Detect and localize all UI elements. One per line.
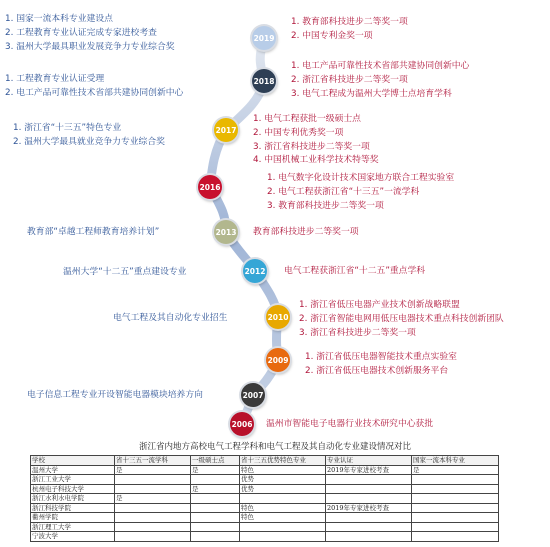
education-milestone-2019-item: 2. 工程教育专业认证完成专家进校考查	[5, 27, 157, 38]
research-milestone-2016-list	[267, 172, 454, 213]
table-cell	[240, 494, 326, 504]
column-header: 专业认证	[326, 456, 412, 466]
research-milestone-2012-text: 电气工程获浙江省“十二五”重点学科	[284, 266, 426, 276]
table-cell	[326, 484, 412, 494]
research-milestone-2017-list	[253, 113, 379, 168]
comparison-table	[30, 455, 499, 542]
research-milestone-2010-item: 1. 浙江省低压电器产业技术创新战略联盟	[299, 300, 460, 310]
year-marker-2007: 2007	[241, 383, 265, 407]
table-cell	[326, 513, 412, 523]
table-row	[31, 475, 499, 485]
table-cell: 浙江科技学院	[31, 503, 115, 513]
table-cell: 优势	[240, 484, 326, 494]
year-marker-2006: 2006	[230, 412, 254, 436]
education-milestone-2018-list	[5, 73, 183, 101]
table-cell: 2019年专家进校考查	[326, 503, 412, 513]
table-cell: 特色	[240, 513, 326, 523]
table-cell: 浙江理工大学	[31, 522, 115, 532]
table-cell	[115, 532, 191, 542]
table-cell	[326, 522, 412, 532]
research-milestone-2016-item: 2. 电气工程获浙江省“十三五”一流学科	[267, 186, 420, 197]
table-cell	[191, 522, 240, 532]
table-header-row	[31, 456, 499, 466]
table-cell	[115, 522, 191, 532]
table-cell: 是	[115, 465, 191, 475]
research-milestone-2009-list	[305, 351, 457, 379]
table-row	[31, 513, 499, 523]
table-cell: 杭州电子科技大学	[31, 484, 115, 494]
table-cell: 宁波大学	[31, 532, 115, 542]
column-header: 国家一流本科专业	[412, 456, 499, 466]
research-milestone-2017-item: 3. 浙江省科技进步二等奖一项	[253, 141, 370, 152]
year-marker-2019: 2019	[252, 26, 276, 50]
table-row	[31, 503, 499, 513]
column-header: 省十三五优势特色专业	[240, 456, 326, 466]
year-marker-2013: 2013	[214, 220, 238, 244]
table-cell: 温州大学	[31, 465, 115, 475]
research-milestone-2017-item: 4. 中国机械工业科学技术特等奖	[253, 155, 379, 166]
column-header: 学校	[31, 456, 115, 466]
table-cell	[240, 532, 326, 542]
table-cell	[326, 475, 412, 485]
table-cell: 特色	[240, 465, 326, 475]
column-header: 省十三五一流学科	[115, 456, 191, 466]
table-cell	[326, 532, 412, 542]
table-cell: 是	[191, 465, 240, 475]
table-row	[31, 494, 499, 504]
research-milestone-2006-text: 温州市智能电子电器行业技术研究中心获批	[266, 419, 434, 429]
research-milestone-2010-list	[299, 299, 504, 340]
table-cell	[412, 522, 499, 532]
research-milestone-2017-item: 1. 电气工程获批一级硕士点	[253, 114, 361, 124]
table-cell: 2019年专家进校考查	[326, 465, 412, 475]
education-milestone-2007-text: 电子信息工程专业开设智能电器模块培养方向	[27, 390, 203, 400]
table-cell	[326, 494, 412, 504]
table-row	[31, 522, 499, 532]
table-cell: 优势	[240, 475, 326, 485]
year-marker-2018: 2018	[252, 69, 276, 93]
research-milestone-2019-item: 2. 中国专利金奖一项	[291, 30, 373, 41]
table-cell: 浙江水利水电学院	[31, 494, 115, 504]
table-cell: 是	[412, 465, 499, 475]
education-milestone-2018-item: 2. 电工产品可靠性技术省部共建协同创新中心	[5, 87, 184, 98]
table-cell	[115, 475, 191, 485]
table-cell	[115, 503, 191, 513]
table-cell: 浙江工业大学	[31, 475, 115, 485]
research-milestone-2018-item: 2. 浙江省科技进步二等奖一项	[291, 74, 408, 85]
research-milestone-2009-item: 1. 浙江省低压电器智能技术重点实验室	[305, 352, 457, 362]
education-milestone-2019-item: 3. 温州大学最具职业发展竞争力专业综合奖	[5, 41, 175, 52]
education-milestone-2017-item: 2. 温州大学最具就业竞争力专业综合奖	[13, 136, 165, 147]
year-marker-2017: 2017	[214, 118, 238, 142]
research-milestone-2013-text: 教育部科技进步二等奖一项	[253, 227, 359, 237]
table-row	[31, 465, 499, 475]
year-marker-2012: 2012	[243, 259, 267, 283]
education-milestone-2019-list	[5, 13, 175, 54]
education-milestone-2019-item: 1. 国家一流本科专业建设点	[5, 14, 113, 24]
table-cell	[412, 503, 499, 513]
research-milestone-2018-item: 3. 电气工程成为温州大学博士点培育学科	[291, 88, 452, 99]
education-milestone-2017-item: 1. 浙江省“十三五”特色专业	[13, 123, 122, 133]
research-milestone-2017-item: 2. 中国专利优秀奖一项	[253, 127, 344, 138]
table-cell: 衢州学院	[31, 513, 115, 523]
research-milestone-2010-item: 2. 浙江省智能电网用低压电器技术重点科技创新团队	[299, 313, 504, 324]
table-row	[31, 532, 499, 542]
table-cell	[115, 484, 191, 494]
table-caption: 浙江省内地方高校电气工程学科和电气工程及其自动化专业建设情况对比	[138, 442, 411, 452]
research-milestone-2016-item: 1. 电气数字化设计技术国家地方联合工程实验室	[267, 173, 455, 183]
table-cell	[115, 513, 191, 523]
column-header: 一级硕士点	[191, 456, 240, 466]
year-marker-2016: 2016	[198, 175, 222, 199]
research-milestone-2018-item: 1. 电工产品可靠性技术省部共建协同创新中心	[291, 61, 470, 71]
table-cell	[412, 513, 499, 523]
table-cell	[191, 513, 240, 523]
table-cell	[412, 532, 499, 542]
research-milestone-2019-list	[291, 16, 408, 44]
education-milestone-2010-text: 电气工程及其自动化专业招生	[113, 313, 228, 323]
year-marker-2010: 2010	[266, 305, 290, 329]
research-milestone-2019-item: 1. 教育部科技进步二等奖一项	[291, 17, 408, 27]
table-cell	[412, 475, 499, 485]
table-cell: 特色	[240, 503, 326, 513]
research-milestone-2009-item: 2. 浙江省低压电器技术创新服务平台	[305, 365, 449, 376]
table-cell	[191, 475, 240, 485]
education-milestone-2013-text: 教育部“卓越工程师教育培养计划”	[27, 227, 160, 237]
table-cell: 是	[115, 494, 191, 504]
research-milestone-2010-item: 3. 浙江省科技进步二等奖一项	[299, 327, 416, 338]
table-cell	[412, 484, 499, 494]
research-milestone-2016-item: 3. 教育部科技进步二等奖一项	[267, 200, 384, 211]
table-cell	[191, 532, 240, 542]
education-milestone-2012-text: 温州大学“十二五”重点建设专业	[63, 267, 187, 277]
table-row	[31, 484, 499, 494]
table-cell	[191, 503, 240, 513]
education-milestone-2018-item: 1. 工程教育专业认证受理	[5, 74, 105, 84]
table-cell	[191, 494, 240, 504]
research-milestone-2018-list	[291, 60, 469, 101]
education-milestone-2017-list	[13, 122, 165, 150]
year-marker-2009: 2009	[266, 348, 290, 372]
table-cell	[412, 494, 499, 504]
table-cell: 是	[191, 484, 240, 494]
table-cell	[240, 522, 326, 532]
